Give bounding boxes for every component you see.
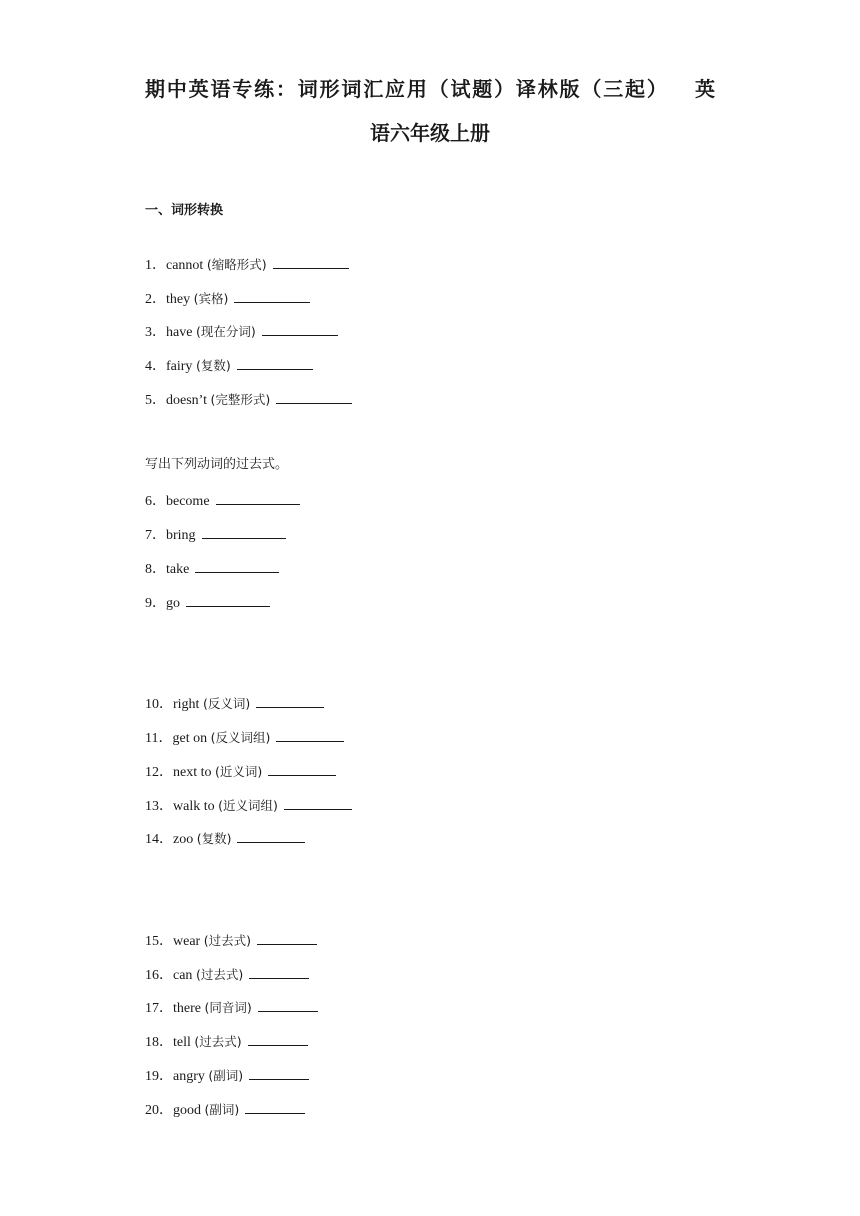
question-hint: (复数)	[195, 358, 231, 373]
question-word: wear	[173, 934, 204, 949]
question-hint: (副词)	[208, 1068, 244, 1083]
question-hint: (近义词)	[215, 764, 263, 779]
question-hint: (过去式)	[195, 967, 244, 982]
question-word: can	[173, 968, 196, 983]
question-number: 19．	[145, 1069, 173, 1084]
answer-blank[interactable]	[237, 828, 305, 843]
question-word: take	[166, 562, 190, 577]
question-hint: (反义词组)	[210, 730, 271, 745]
answer-blank[interactable]	[284, 795, 352, 810]
question-hint: (现在分词)	[195, 324, 256, 339]
question-hint: (宾格)	[193, 291, 229, 306]
question-word: go	[166, 596, 180, 611]
question-number: 6．	[145, 494, 166, 509]
question-number: 15．	[145, 934, 173, 949]
question-number: 13．	[145, 799, 173, 814]
question-word: there	[173, 1001, 205, 1016]
question-number: 20．	[145, 1103, 173, 1118]
question-9	[145, 592, 270, 613]
answer-blank[interactable]	[234, 288, 310, 303]
answer-blank[interactable]	[256, 693, 324, 708]
question-hint: (完整形式)	[210, 392, 271, 407]
question-19	[145, 1065, 309, 1086]
question-3	[145, 321, 338, 342]
question-word: get on	[172, 731, 211, 746]
question-hint: (近义词组)	[218, 798, 278, 813]
question-13	[145, 795, 352, 816]
question-word: bring	[166, 528, 196, 543]
answer-blank[interactable]	[237, 355, 313, 370]
question-hint: (复数)	[196, 831, 232, 846]
question-number: 8．	[145, 562, 166, 577]
answer-blank[interactable]	[268, 761, 336, 776]
answer-blank[interactable]	[262, 321, 338, 336]
question-number: 12．	[145, 765, 173, 780]
answer-blank[interactable]	[248, 1031, 308, 1046]
question-word: become	[166, 494, 210, 509]
question-number: 2．	[145, 292, 166, 307]
question-number: 3．	[145, 325, 166, 340]
question-4	[145, 355, 313, 376]
answer-blank[interactable]	[258, 997, 318, 1012]
question-word: have	[166, 325, 196, 340]
answer-blank[interactable]	[276, 389, 352, 404]
question-7	[145, 524, 286, 545]
answer-blank[interactable]	[245, 1099, 305, 1114]
question-number: 11．	[145, 731, 173, 746]
question-hint: (副词)	[204, 1102, 240, 1117]
question-word: walk to	[173, 799, 219, 814]
instruction-text: 写出下列动词的过去式。	[145, 457, 289, 472]
question-number: 14．	[145, 832, 173, 847]
question-number: 4．	[145, 359, 166, 374]
question-5	[145, 389, 352, 410]
answer-blank[interactable]	[202, 524, 286, 539]
question-15	[145, 930, 317, 951]
question-number: 18．	[145, 1035, 173, 1050]
question-number: 10．	[145, 697, 173, 712]
question-hint: (缩略形式)	[206, 257, 267, 272]
question-12	[145, 761, 336, 782]
answer-blank[interactable]	[273, 254, 349, 269]
question-6	[145, 490, 300, 511]
question-2	[145, 288, 310, 309]
question-18	[145, 1031, 308, 1052]
question-16	[145, 964, 309, 985]
question-word: tell	[173, 1035, 195, 1050]
question-8	[145, 558, 279, 579]
answer-blank[interactable]	[276, 727, 344, 742]
question-hint: (反义词)	[202, 696, 251, 711]
question-word: right	[173, 697, 203, 712]
question-word: angry	[173, 1069, 209, 1084]
answer-blank[interactable]	[195, 558, 279, 573]
question-20	[145, 1099, 305, 1120]
question-word: they	[166, 292, 194, 307]
page-title-line-1: 期中英语专练：词形词汇应用（试题）译林版（三起） 英	[145, 77, 715, 101]
question-number: 9．	[145, 596, 166, 611]
question-word: zoo	[173, 832, 197, 847]
page-title-line-2: 语六年级上册	[370, 121, 490, 145]
answer-blank[interactable]	[257, 930, 317, 945]
section-heading: 一、词形转换	[145, 203, 224, 218]
question-number: 1．	[145, 258, 166, 273]
question-1	[145, 254, 349, 275]
question-number: 17．	[145, 1001, 173, 1016]
question-14	[145, 828, 305, 849]
question-word: cannot	[166, 258, 207, 273]
question-number: 5．	[145, 393, 166, 408]
question-word: next to	[173, 765, 215, 780]
question-10	[145, 693, 324, 714]
answer-blank[interactable]	[249, 964, 309, 979]
answer-blank[interactable]	[249, 1065, 309, 1080]
answer-blank[interactable]	[186, 592, 270, 607]
question-number: 7．	[145, 528, 166, 543]
question-17	[145, 997, 318, 1018]
question-word: doesn’t	[166, 393, 211, 408]
question-word: fairy	[166, 359, 196, 374]
question-word: good	[173, 1103, 205, 1118]
question-11	[145, 727, 344, 748]
question-hint: (过去式)	[203, 933, 251, 948]
answer-blank[interactable]	[216, 490, 300, 505]
question-hint: (同音词)	[204, 1000, 252, 1015]
question-number: 16．	[145, 968, 173, 983]
question-hint: (过去式)	[194, 1034, 242, 1049]
